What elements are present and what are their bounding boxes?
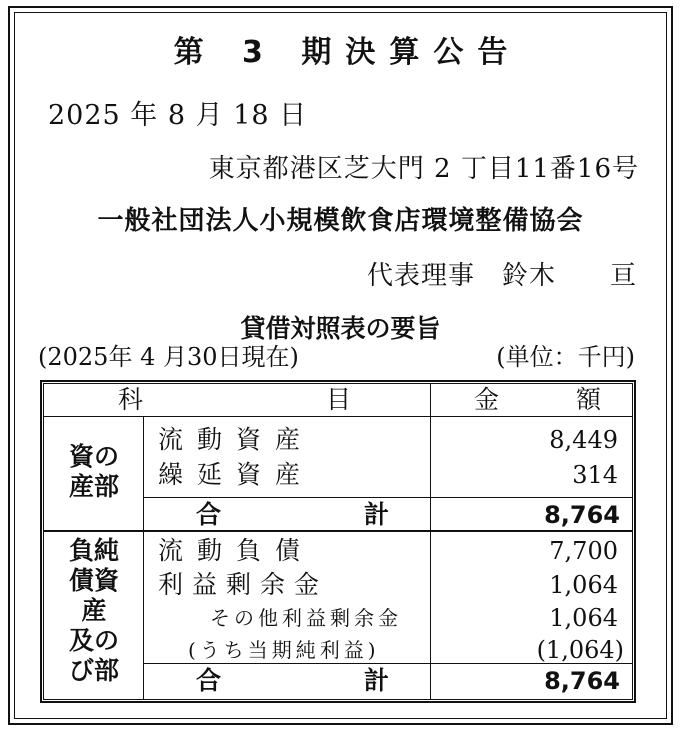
assets-row-label: 繰延資産 [158,460,315,489]
header-subject-right: 目 [326,385,354,414]
liabilities-row-label: 流動負債 [158,536,315,565]
unit-label: (単位：千円) [496,343,635,371]
amount-column-divider [430,383,431,700]
section-divider [43,530,633,532]
assets-total-value: 8,764 [544,501,620,529]
balance-sheet-title: 貸借対照表の要旨 [240,314,441,343]
assets-row-value: 314 [572,461,618,489]
assets-total-label-left: 合 [196,500,222,529]
notice-date: 2025 年 8 月 18 日 [48,100,308,131]
representative-name: 代表理事 鈴木 亘 [366,261,637,291]
liabilities-row-value: 1,064 [549,604,618,632]
balance-sheet-table [40,380,636,703]
header-divider [43,416,633,417]
section-column-divider [143,417,144,700]
assets-total-divider [143,497,633,498]
liabilities-section-label: 負純 債資 産 及の び部 [68,536,119,685]
assets-total-label-right: 計 [364,500,390,529]
liabilities-row-label: (うち当期純利益) [188,638,380,662]
liabilities-total-label-right: 計 [364,666,390,695]
liabilities-row-label: その他利益剰余金 [210,606,402,630]
organization-address: 東京都港区芝大門 2 丁目11番16号 [208,154,639,184]
notice-title: 第 3 期決算公告 [173,35,522,70]
liabilities-row-value: 1,064 [549,571,618,599]
header-subject-left: 科 [118,385,146,414]
header-amount-left: 金 [474,385,502,414]
liabilities-total-value: 8,764 [544,667,620,695]
liabilities-row-value: (1,064) [536,636,624,664]
as-of-date: (2025年 4 月30日現在) [38,343,299,371]
liabilities-row-label: 利益剰余金 [158,570,329,599]
assets-row-label: 流動資産 [158,425,315,454]
assets-section-label: 資の 産部 [68,442,119,501]
organization-name: 一般社団法人小規模飲食店環境整備協会 [97,206,584,236]
assets-row-value: 8,449 [549,426,618,454]
liabilities-total-label-left: 合 [196,666,222,695]
header-amount-right: 額 [576,385,604,414]
liabilities-row-value: 7,700 [549,537,618,565]
